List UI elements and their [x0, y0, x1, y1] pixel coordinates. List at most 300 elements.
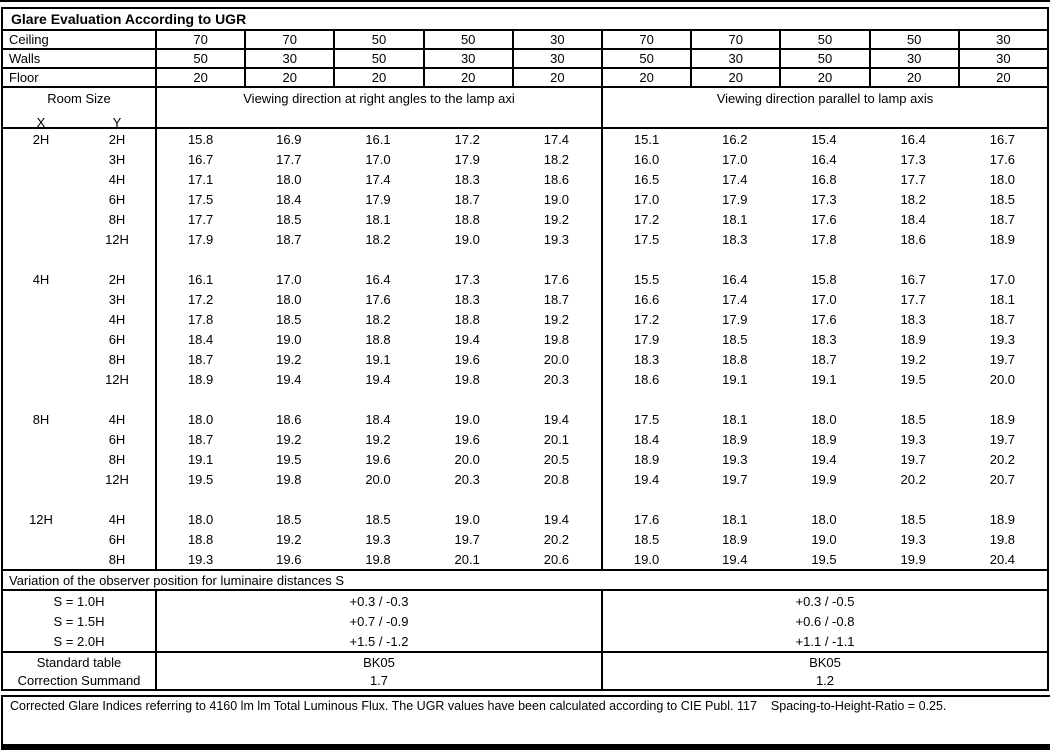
spacer-cell [779, 249, 868, 269]
ugr-value: 20.3 [543, 371, 570, 387]
surface-reflectance-rows [3, 31, 1047, 88]
room-y-value: 8H [108, 211, 126, 227]
ugr-value: 18.7 [155, 349, 244, 369]
ugr-value: 16.4 [900, 131, 926, 147]
ugr-value: 17.4 [543, 131, 570, 147]
ugr-value: 19.0 [543, 191, 570, 207]
data-row [3, 509, 1047, 529]
room-x-value [3, 549, 79, 569]
ugr-value: 18.9 [155, 369, 244, 389]
spacer-cell [155, 249, 244, 269]
ugr-value: 19.5 [276, 451, 302, 467]
ugr-value: 18.7 [276, 231, 302, 247]
ugr-value: 18.7 [989, 311, 1016, 327]
ugr-value: 17.2 [155, 289, 244, 309]
room-y-value: 8H [108, 551, 126, 567]
data-row [3, 529, 1047, 549]
surface-value: 30 [690, 50, 779, 67]
ugr-value: 20.6 [543, 551, 570, 567]
spacer-cell [869, 249, 958, 269]
ugr-value: 19.5 [811, 551, 837, 567]
ugr-value: 20.1 [543, 431, 570, 447]
ugr-value: 16.7 [989, 131, 1016, 147]
ugr-value: 18.1 [365, 211, 391, 227]
ugr-value: 18.1 [722, 211, 748, 227]
room-y-value: 8H [108, 351, 126, 367]
spacer-cell [333, 389, 422, 409]
ugr-value: 19.8 [454, 371, 480, 387]
variation-left-value: +0.3 / -0.3 [155, 591, 601, 611]
summary-label: Correction Summand [17, 672, 141, 688]
ugr-value: 19.3 [155, 549, 244, 569]
ugr-value: 17.9 [155, 229, 244, 249]
ugr-value: 15.8 [811, 271, 837, 287]
room-y-value: 4H [108, 171, 126, 187]
y-axis-label: Y [112, 115, 122, 130]
data-row [3, 549, 1047, 569]
ugr-value: 18.3 [811, 331, 837, 347]
ugr-value: 18.4 [365, 411, 391, 427]
ugr-value: 16.0 [601, 149, 690, 169]
ugr-value: 17.7 [155, 209, 244, 229]
variation-right-value: +0.3 / -0.5 [601, 591, 1047, 611]
ugr-value: 17.5 [601, 409, 690, 429]
ugr-value: 16.9 [276, 131, 302, 147]
ugr-value: 18.3 [601, 349, 690, 369]
data-row [3, 309, 1047, 329]
ugr-value: 18.2 [365, 231, 391, 247]
observer-variation-rows [3, 591, 1047, 651]
data-row [3, 329, 1047, 349]
data-row [3, 209, 1047, 229]
summary-left-value: BK05 [155, 653, 601, 671]
spacer-cell [155, 489, 244, 509]
variation-right-value: +1.1 / -1.1 [601, 631, 1047, 651]
data-row [3, 469, 1047, 489]
room-size-label: Room Size [47, 91, 111, 106]
ugr-value: 20.1 [454, 551, 480, 567]
ugr-value: 18.5 [900, 411, 926, 427]
spacer-cell [79, 489, 155, 509]
ugr-value: 17.9 [601, 329, 690, 349]
ugr-value: 17.9 [722, 311, 748, 327]
surface-value: 50 [601, 50, 690, 67]
variation-heading-row [3, 569, 1047, 591]
room-x-value [3, 349, 79, 369]
ugr-value: 18.9 [900, 331, 926, 347]
ugr-value: 18.9 [989, 511, 1016, 527]
column-header-row [3, 88, 1047, 129]
ugr-value: 17.3 [900, 151, 926, 167]
ugr-value: 19.8 [365, 551, 391, 567]
ugr-value: 19.5 [900, 371, 926, 387]
surface-value: 20 [958, 69, 1047, 86]
ugr-value: 18.0 [155, 509, 244, 529]
ugr-value: 18.2 [900, 191, 926, 207]
ugr-value: 19.2 [365, 431, 391, 447]
spacer-cell [690, 249, 779, 269]
ugr-value: 20.2 [989, 451, 1016, 467]
surface-value: 50 [333, 31, 422, 48]
ugr-value: 15.4 [811, 131, 837, 147]
room-size-header [3, 88, 155, 134]
ugr-value: 19.4 [365, 371, 391, 387]
ugr-value: 17.0 [276, 271, 302, 287]
room-y-value: 6H [108, 191, 126, 207]
ugr-value: 19.3 [900, 531, 926, 547]
variation-left-value: +0.7 / -0.9 [155, 611, 601, 631]
spacer-cell [423, 249, 512, 269]
room-x-value [3, 189, 79, 209]
footer-text: Corrected Glare Indices referring to 4160 lm lm Total Luminous Flux. The UGR values have been calculated according to CIE Publ. 117 [10, 699, 757, 713]
ugr-value: 18.5 [900, 511, 926, 527]
room-x-value [3, 229, 79, 249]
variation-label: S = 1.5H [53, 613, 105, 629]
spacing-ratio-text: Spacing-to-Height-Ratio = 0.25. [770, 699, 947, 713]
ugr-value: 19.2 [276, 351, 302, 367]
ugr-value: 20.7 [989, 471, 1016, 487]
ugr-value: 17.8 [811, 231, 837, 247]
ugr-value: 18.9 [722, 531, 748, 547]
data-row [3, 349, 1047, 369]
ugr-value: 18.0 [276, 291, 302, 307]
room-x-value [3, 469, 79, 489]
variation-row [3, 631, 1047, 651]
surface-value: 30 [512, 31, 601, 48]
ugr-value: 16.6 [601, 289, 690, 309]
surface-row [3, 31, 1047, 50]
summary-label: Standard table [36, 654, 122, 670]
data-row [3, 189, 1047, 209]
ugr-value: 19.4 [454, 331, 480, 347]
room-x-value [3, 289, 79, 309]
ugr-value: 19.8 [276, 471, 302, 487]
ugr-value: 18.3 [454, 291, 480, 307]
spacer-cell [79, 249, 155, 269]
ugr-value: 17.0 [811, 291, 837, 307]
ugr-value: 17.2 [601, 209, 690, 229]
ugr-value: 19.0 [454, 511, 480, 527]
spacer-cell [690, 389, 779, 409]
spacer-cell [3, 249, 79, 269]
ugr-value: 20.8 [543, 471, 570, 487]
ugr-value: 20.4 [989, 551, 1016, 567]
ugr-value: 17.8 [155, 309, 244, 329]
ugr-value: 18.7 [543, 291, 570, 307]
surface-value: 20 [601, 69, 690, 86]
room-x-value [3, 529, 79, 549]
spacer-cell [512, 389, 601, 409]
surface-label: Walls [9, 51, 41, 66]
ugr-value: 19.9 [811, 471, 837, 487]
surface-value: 50 [869, 31, 958, 48]
ugr-value: 17.4 [722, 171, 748, 187]
surface-value: 20 [690, 69, 779, 86]
room-y-value: 2H [108, 131, 126, 147]
variation-label: S = 1.0H [53, 593, 105, 609]
ugr-value: 18.0 [811, 411, 837, 427]
ugr-value: 19.2 [900, 351, 926, 367]
ugr-value: 19.7 [722, 471, 748, 487]
spacer-cell [333, 489, 422, 509]
surface-value: 20 [244, 69, 333, 86]
title-row [3, 9, 1047, 31]
ugr-value: 20.2 [543, 531, 570, 547]
spacer-cell [958, 489, 1047, 509]
ugr-value: 18.5 [276, 511, 302, 527]
summary-right-value: BK05 [601, 653, 1047, 671]
data-row [3, 169, 1047, 189]
surface-value: 30 [958, 50, 1047, 67]
ugr-value: 19.3 [900, 431, 926, 447]
ugr-value: 18.6 [900, 231, 926, 247]
spacer-cell [423, 489, 512, 509]
ugr-value: 17.5 [155, 189, 244, 209]
surface-value: 50 [423, 31, 512, 48]
ugr-value: 18.4 [276, 191, 302, 207]
data-row [3, 269, 1047, 289]
ugr-value: 19.4 [276, 371, 302, 387]
surface-value: 20 [423, 69, 512, 86]
ugr-value: 19.6 [454, 431, 480, 447]
data-row [3, 449, 1047, 469]
spacer-cell [333, 249, 422, 269]
surface-row [3, 50, 1047, 69]
ugr-value: 17.7 [900, 171, 926, 187]
ugr-value: 18.4 [900, 211, 926, 227]
data-row [3, 409, 1047, 429]
ugr-value: 18.0 [989, 171, 1016, 187]
ugr-value: 19.3 [543, 231, 570, 247]
room-x-value [3, 209, 79, 229]
summary-row [3, 651, 1047, 671]
ugr-value: 18.9 [722, 431, 748, 447]
ugr-value: 18.2 [365, 311, 391, 327]
surface-value: 70 [601, 31, 690, 48]
room-y-value: 8H [108, 451, 126, 467]
ugr-value: 18.9 [989, 411, 1016, 427]
ugr-value: 17.5 [601, 229, 690, 249]
ugr-value: 16.7 [900, 271, 926, 287]
room-y-value: 6H [108, 431, 126, 447]
ugr-value: 19.1 [365, 351, 391, 367]
ugr-value: 18.5 [365, 511, 391, 527]
surface-value: 50 [333, 50, 422, 67]
room-y-value: 6H [108, 531, 126, 547]
ugr-value: 18.4 [155, 329, 244, 349]
surface-value: 20 [869, 69, 958, 86]
room-x-value [3, 309, 79, 329]
ugr-value: 17.0 [722, 151, 748, 167]
surface-value: 30 [244, 50, 333, 67]
ugr-value: 18.8 [722, 351, 748, 367]
spacer-cell [3, 389, 79, 409]
ugr-value: 18.7 [155, 429, 244, 449]
surface-value: 70 [244, 31, 333, 48]
surface-value: 20 [155, 69, 244, 86]
ugr-value: 17.9 [722, 191, 748, 207]
ugr-value: 19.0 [811, 531, 837, 547]
ugr-value: 18.3 [722, 231, 748, 247]
ugr-value: 18.8 [454, 211, 480, 227]
surface-value: 30 [512, 50, 601, 67]
surface-value: 20 [512, 69, 601, 86]
surface-value: 20 [779, 69, 868, 86]
ugr-value: 19.1 [155, 449, 244, 469]
ugr-value: 19.4 [543, 411, 570, 427]
spacer-cell [779, 389, 868, 409]
variation-row [3, 611, 1047, 631]
ugr-value: 18.0 [276, 171, 302, 187]
ugr-value: 18.3 [454, 171, 480, 187]
room-x-value [3, 169, 79, 189]
spacer-cell [512, 249, 601, 269]
room-y-value: 12H [105, 371, 129, 387]
ugr-value: 16.7 [155, 149, 244, 169]
ugr-value: 19.5 [155, 469, 244, 489]
ugr-value: 18.1 [989, 291, 1016, 307]
room-y-value: 4H [108, 311, 126, 327]
ugr-value: 15.5 [601, 269, 690, 289]
surface-value: 70 [690, 31, 779, 48]
data-row [3, 229, 1047, 249]
ugr-value: 16.1 [155, 269, 244, 289]
room-x-value [3, 329, 79, 349]
surface-row [3, 69, 1047, 88]
ugr-value: 20.3 [454, 471, 480, 487]
spacer-cell [601, 489, 690, 509]
variation-heading: Variation of the observer position for luminaire distances S [9, 572, 345, 588]
glare-evaluation-table [1, 7, 1049, 691]
ugr-value: 18.4 [601, 429, 690, 449]
ugr-value: 18.2 [543, 151, 570, 167]
page-title: Glare Evaluation According to UGR [11, 11, 247, 27]
right-angles-heading: Viewing direction at right angles to the lamp axi [155, 88, 601, 130]
room-x-value: 2H [32, 131, 50, 147]
ugr-value: 20.0 [989, 371, 1016, 387]
ugr-value: 19.8 [543, 331, 570, 347]
ugr-value: 18.5 [722, 331, 748, 347]
ugr-value: 15.1 [601, 129, 690, 149]
ugr-value: 17.9 [365, 191, 391, 207]
footer-note [1, 695, 1050, 750]
ugr-value: 19.4 [722, 551, 748, 567]
room-x-value [3, 369, 79, 389]
ugr-value: 17.9 [454, 151, 480, 167]
ugr-value: 19.2 [276, 431, 302, 447]
ugr-value: 17.6 [811, 311, 837, 327]
ugr-value: 19.7 [454, 531, 480, 547]
ugr-value: 19.7 [989, 351, 1016, 367]
ugr-value: 17.0 [989, 271, 1016, 287]
room-x-value: 8H [32, 411, 50, 427]
ugr-value: 18.5 [601, 529, 690, 549]
spacer-row [3, 389, 1047, 409]
spacer-cell [79, 389, 155, 409]
summary-left-value: 1.7 [155, 671, 601, 689]
ugr-value: 19.1 [811, 371, 837, 387]
ugr-value: 18.6 [276, 411, 302, 427]
spacer-cell [155, 389, 244, 409]
ugr-value: 18.6 [543, 171, 570, 187]
room-y-value: 6H [108, 331, 126, 347]
ugr-value: 17.1 [155, 169, 244, 189]
surface-value: 50 [779, 31, 868, 48]
ugr-value: 19.2 [543, 311, 570, 327]
ugr-value: 19.9 [900, 551, 926, 567]
x-axis-label: X [36, 115, 46, 130]
ugr-value: 17.0 [365, 151, 391, 167]
data-row [3, 429, 1047, 449]
spacer-cell [423, 389, 512, 409]
spacer-cell [958, 389, 1047, 409]
ugr-value: 17.2 [601, 309, 690, 329]
ugr-value: 19.0 [454, 411, 480, 427]
spacer-cell [244, 489, 333, 509]
surface-value: 30 [869, 50, 958, 67]
parallel-heading: Viewing direction parallel to lamp axis [601, 88, 1047, 130]
ugr-value: 18.8 [454, 311, 480, 327]
surface-label: Ceiling [9, 32, 49, 47]
ugr-value: 19.6 [276, 551, 302, 567]
spacer-cell [690, 489, 779, 509]
spacer-row [3, 249, 1047, 269]
ugr-value: 20.0 [365, 471, 391, 487]
ugr-value: 17.2 [454, 131, 480, 147]
room-y-value: 3H [108, 151, 126, 167]
room-y-value: 12H [105, 471, 129, 487]
ugr-value: 17.6 [543, 271, 570, 287]
ugr-value: 19.2 [276, 531, 302, 547]
variation-label: S = 2.0H [53, 633, 105, 649]
summary-rows [3, 651, 1047, 689]
ugr-value: 18.1 [722, 511, 748, 527]
ugr-value: 17.0 [601, 189, 690, 209]
ugr-value: 18.8 [365, 331, 391, 347]
spacer-cell [958, 249, 1047, 269]
surface-value: 20 [333, 69, 422, 86]
ugr-value: 19.7 [989, 431, 1016, 447]
ugr-value: 19.6 [365, 451, 391, 467]
ugr-value: 18.0 [155, 409, 244, 429]
ugr-value: 16.1 [365, 131, 391, 147]
spacer-cell [601, 249, 690, 269]
ugr-value: 16.2 [722, 131, 748, 147]
data-row [3, 149, 1047, 169]
ugr-value: 17.4 [365, 171, 391, 187]
summary-row [3, 671, 1047, 689]
variation-right-value: +0.6 / -0.8 [601, 611, 1047, 631]
ugr-value: 19.6 [454, 351, 480, 367]
ugr-value: 17.6 [601, 509, 690, 529]
room-x-value [3, 449, 79, 469]
ugr-value: 16.8 [811, 171, 837, 187]
spacer-row [3, 489, 1047, 509]
ugr-value: 19.2 [543, 211, 570, 227]
ugr-value: 17.3 [454, 271, 480, 287]
ugr-value: 15.8 [155, 129, 244, 149]
spacer-cell [244, 389, 333, 409]
spacer-cell [869, 389, 958, 409]
room-x-value: 12H [29, 511, 53, 527]
room-y-value: 4H [108, 411, 126, 427]
ugr-value: 16.4 [811, 151, 837, 167]
ugr-value: 18.6 [601, 369, 690, 389]
ugr-value: 20.0 [543, 351, 570, 367]
ugr-value: 18.9 [601, 449, 690, 469]
spacer-cell [244, 249, 333, 269]
ugr-value: 19.3 [365, 531, 391, 547]
